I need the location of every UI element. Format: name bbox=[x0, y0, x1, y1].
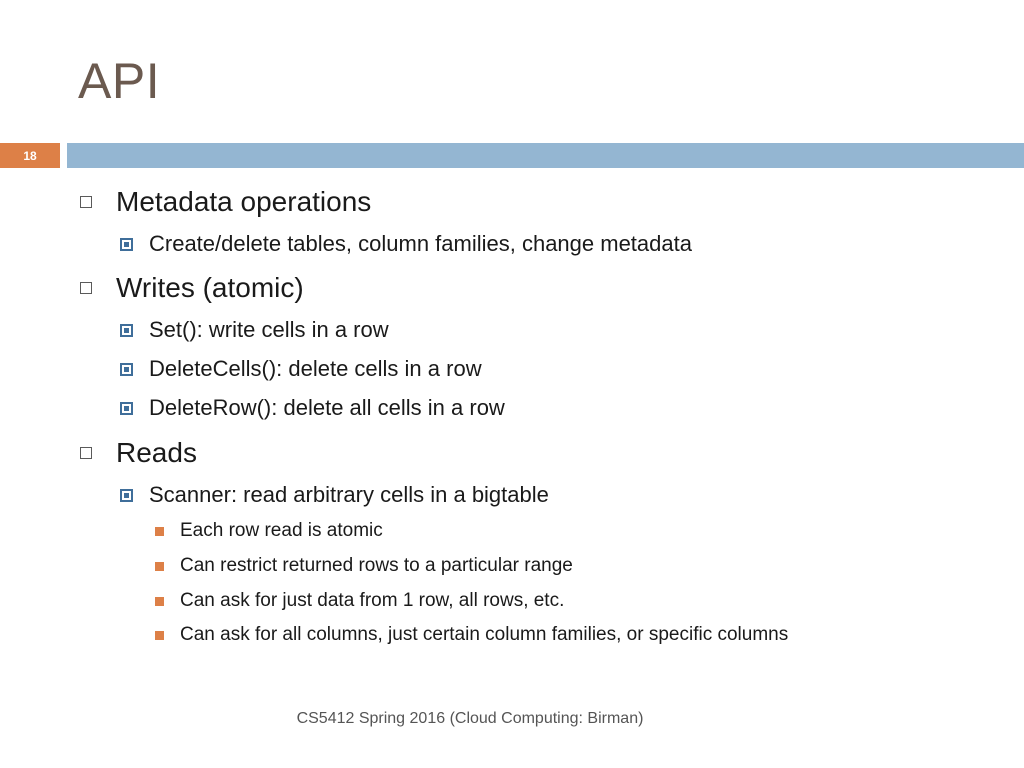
bullet-reads bbox=[80, 437, 197, 469]
slide-title: API bbox=[78, 53, 161, 109]
sub-bullet bbox=[120, 231, 692, 257]
hollow-square-bullet-icon bbox=[80, 196, 92, 208]
filled-square-bullet-icon bbox=[155, 631, 164, 640]
sub-bullet-text: Set(): write cells in a row bbox=[149, 317, 389, 342]
sub-sub-bullet bbox=[155, 624, 788, 646]
sub-sub-bullet-text: Can ask for all columns, just certain column families, or specific columns bbox=[180, 624, 789, 645]
framed-square-bullet-icon bbox=[120, 363, 133, 376]
sub-bullet bbox=[120, 317, 389, 343]
hollow-square-bullet-icon bbox=[80, 447, 92, 459]
bullet-text: Metadata operations bbox=[116, 186, 372, 217]
sub-bullet bbox=[120, 356, 482, 382]
hollow-square-bullet-icon bbox=[80, 282, 92, 294]
sub-bullet bbox=[120, 482, 549, 508]
framed-square-bullet-icon bbox=[120, 324, 133, 337]
sub-bullet-text: Create/delete tables, column families, change metadata bbox=[149, 231, 692, 256]
bullet-text: Writes (atomic) bbox=[116, 272, 304, 303]
bullet-text: Reads bbox=[116, 437, 197, 468]
sub-bullet bbox=[120, 395, 505, 421]
filled-square-bullet-icon bbox=[155, 527, 164, 536]
sub-sub-bullet bbox=[155, 555, 573, 577]
sub-sub-bullet-text: Can ask for just data from 1 row, all rows, etc. bbox=[180, 590, 565, 611]
framed-square-bullet-icon bbox=[120, 489, 133, 502]
sub-bullet-text: Scanner: read arbitrary cells in a bigtable bbox=[149, 482, 549, 507]
sub-sub-bullet bbox=[155, 520, 383, 542]
slide-footer: CS5412 Spring 2016 (Cloud Computing: Birman) bbox=[296, 710, 644, 727]
sub-sub-bullet bbox=[155, 590, 564, 612]
filled-square-bullet-icon bbox=[155, 562, 164, 571]
sub-sub-bullet-text: Each row read is atomic bbox=[180, 520, 383, 541]
bullet-metadata-operations bbox=[80, 186, 371, 218]
filled-square-bullet-icon bbox=[155, 597, 164, 606]
sub-sub-bullet-text: Can restrict returned rows to a particular range bbox=[180, 555, 573, 576]
bullet-writes bbox=[80, 272, 304, 304]
sub-bullet-text: DeleteCells(): delete cells in a row bbox=[149, 356, 482, 381]
framed-square-bullet-icon bbox=[120, 238, 133, 251]
framed-square-bullet-icon bbox=[120, 402, 133, 415]
sub-bullet-text: DeleteRow(): delete all cells in a row bbox=[149, 395, 505, 420]
slide-number: 18 bbox=[0, 143, 60, 168]
